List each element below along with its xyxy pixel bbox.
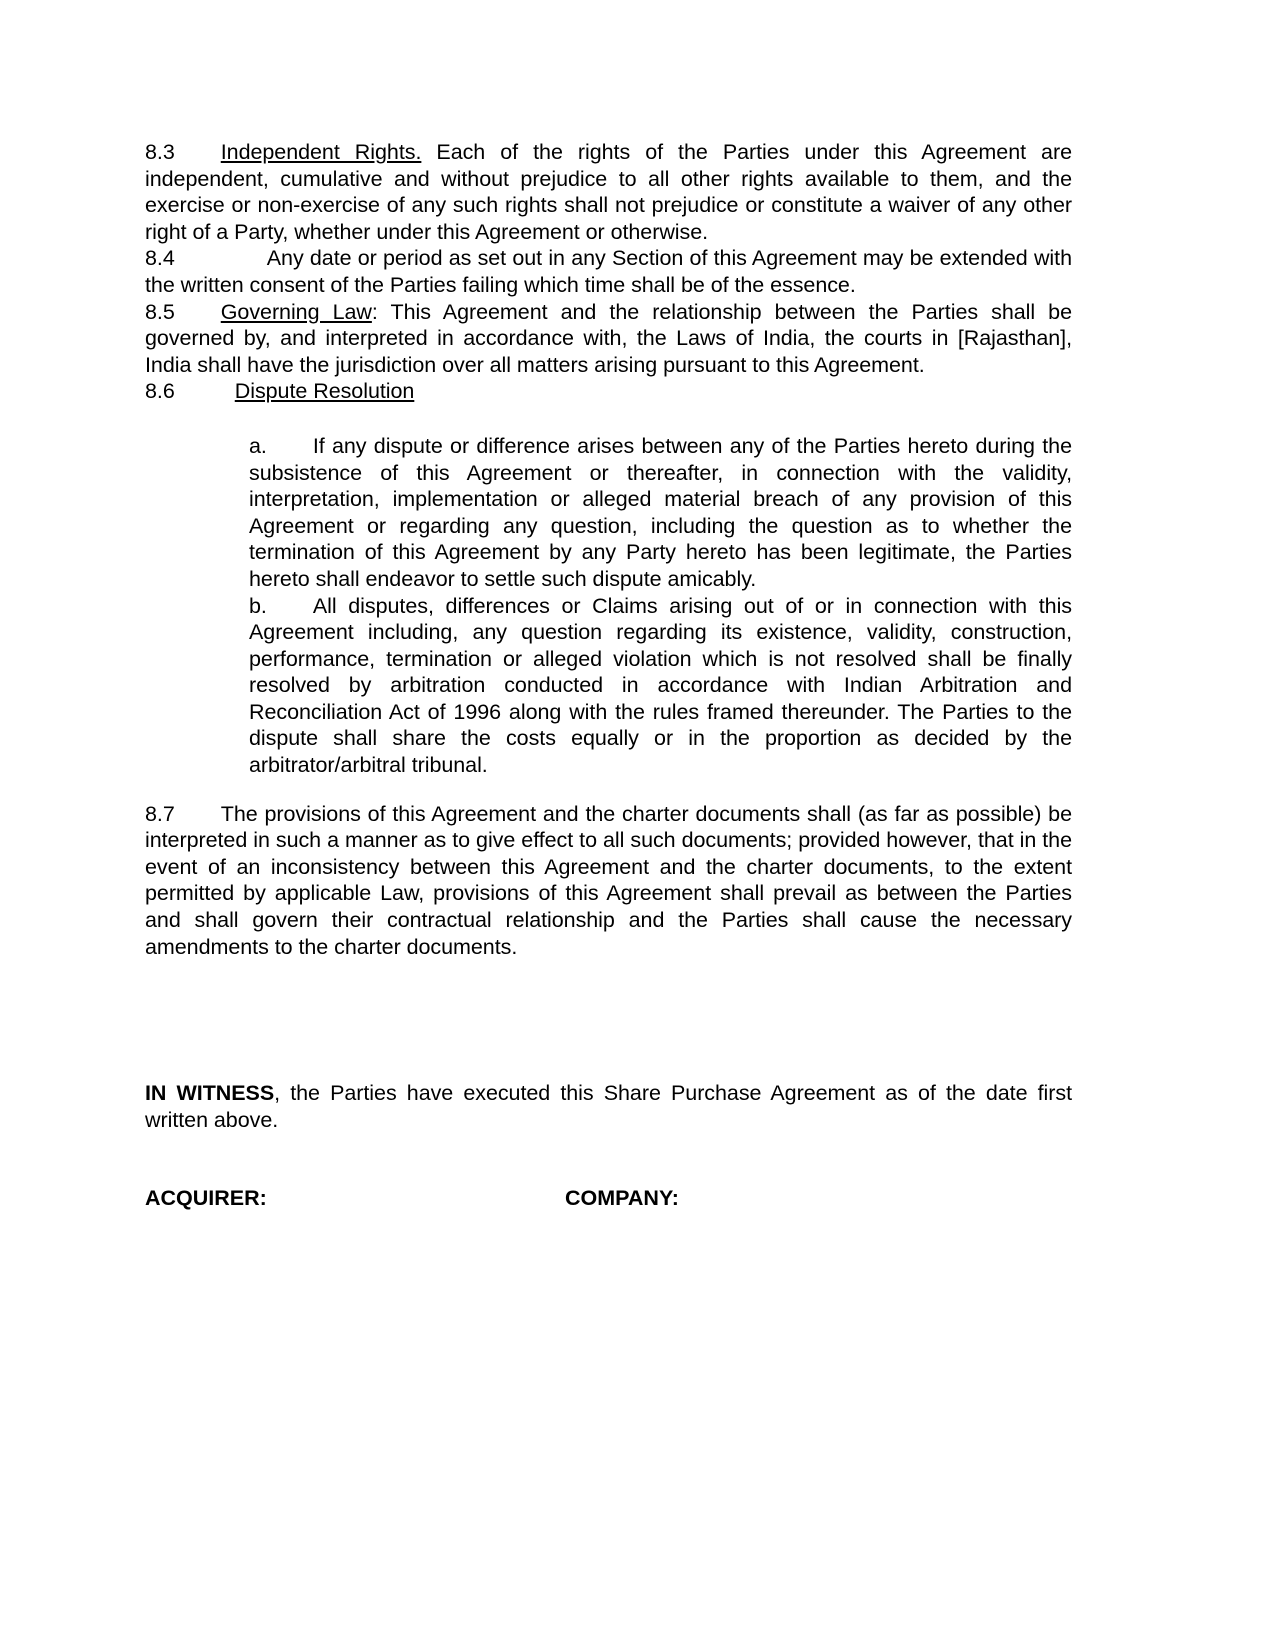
witness-rest: , the Parties have executed this Share Purchase Agreement as of the date first written above.: [145, 1081, 1072, 1132]
clause-8-3-body: Each of the rights of the Parties under this Agreement are independent, cumulative and without prejudice to all other rights available to them, and the exercise or non-exercise of any such rights shall not prejudice or constitute a waiver of any other right of a Party, whether under this Agreement or otherwise.: [145, 140, 1072, 244]
clause-8-4-number: 8.4: [145, 246, 175, 271]
clause-8-6-heading: Dispute Resolution: [234, 379, 415, 404]
acquirer-label: ACQUIRER:: [145, 1186, 267, 1211]
sub-clause-a-label: a.: [249, 433, 267, 458]
clause-8-3-number: 8.3: [145, 140, 175, 164]
clause-8-5-number: 8.5: [145, 299, 175, 324]
clause-8-5-body: : This Agreement and the relationship between the Parties shall be governed by, and interpreted in accordance with, the Laws of India, the courts in [Rajasthan], India shall have the jurisdiction over all matters arising pursuant to this Agreement.: [145, 299, 1072, 377]
clause-8-7-body: The provisions of this Agreement and the charter documents shall (as far as possible) be interpreted in such a manner as to give effect to all such documents; provided however, that in the event of an inconsistency between this Agreement and the charter documents, to the extent permitted by applicable Law, provisions of this Agreement shall prevail as between the Parties and shall govern their contractual relationship and the Parties shall cause the necessary amendments to the charter documents.: [145, 801, 1072, 959]
clause-8-7: [145, 801, 1072, 961]
spacer: [145, 1133, 1072, 1185]
sub-clause-b: [249, 593, 1072, 779]
company-signature-block: [565, 1185, 985, 1212]
sub-clause-a: [249, 433, 1072, 593]
signature-row: [145, 1185, 1072, 1212]
document-body: [145, 139, 1072, 1212]
clause-8-3: [145, 139, 1072, 245]
witness-clause: [145, 1080, 1072, 1133]
clause-8-6: [145, 378, 1072, 405]
clause-8-4-body: Any date or period as set out in any Section of this Agreement may be extended with the written consent of the Parties failing which time shall be of the essence.: [145, 246, 1072, 297]
clause-8-7-number: 8.7: [145, 801, 175, 826]
clause-8-5-heading: Governing Law: [220, 299, 372, 324]
sub-clause-b-label: b.: [249, 593, 267, 618]
sub-clause-a-text: If any dispute or difference arises between any of the Parties hereto during the subsistence of this Agreement or thereafter, in connection with the validity, interpretation, implementation or alleged material breach of any provision of this Agreement or regarding any question, including the question as to whether the termination of this Agreement by any Party hereto has been legitimate, the Parties hereto shall endeavor to settle such dispute amicably.: [249, 433, 1072, 591]
acquirer-signature-block: [145, 1185, 565, 1212]
spacer: [145, 779, 1072, 801]
clause-8-6-number: 8.6: [145, 379, 175, 404]
spacer: [145, 405, 1072, 433]
sub-clause-a-block: [249, 433, 1072, 779]
witness-lead: IN WITNESS: [145, 1081, 275, 1106]
sub-clause-b-text: All disputes, differences or Claims arising out of or in connection with this Agreement including, any question regarding its existence, validity, construction, performance, termination or alleged violation which is not resolved shall be finally resolved by arbitration conducted in accordance with Indian Arbitration and Reconciliation Act of 1996 along with the rules framed thereunder. The Parties to the dispute shall share the costs equally or in the proportion as decided by the arbitrator/arbitral tribunal.: [249, 593, 1072, 778]
clause-8-4: [145, 245, 1072, 298]
spacer: [145, 960, 1072, 1080]
company-label: COMPANY:: [565, 1186, 679, 1211]
clause-8-3-heading: Independent Rights.: [220, 140, 422, 164]
clause-8-5: [145, 299, 1072, 379]
